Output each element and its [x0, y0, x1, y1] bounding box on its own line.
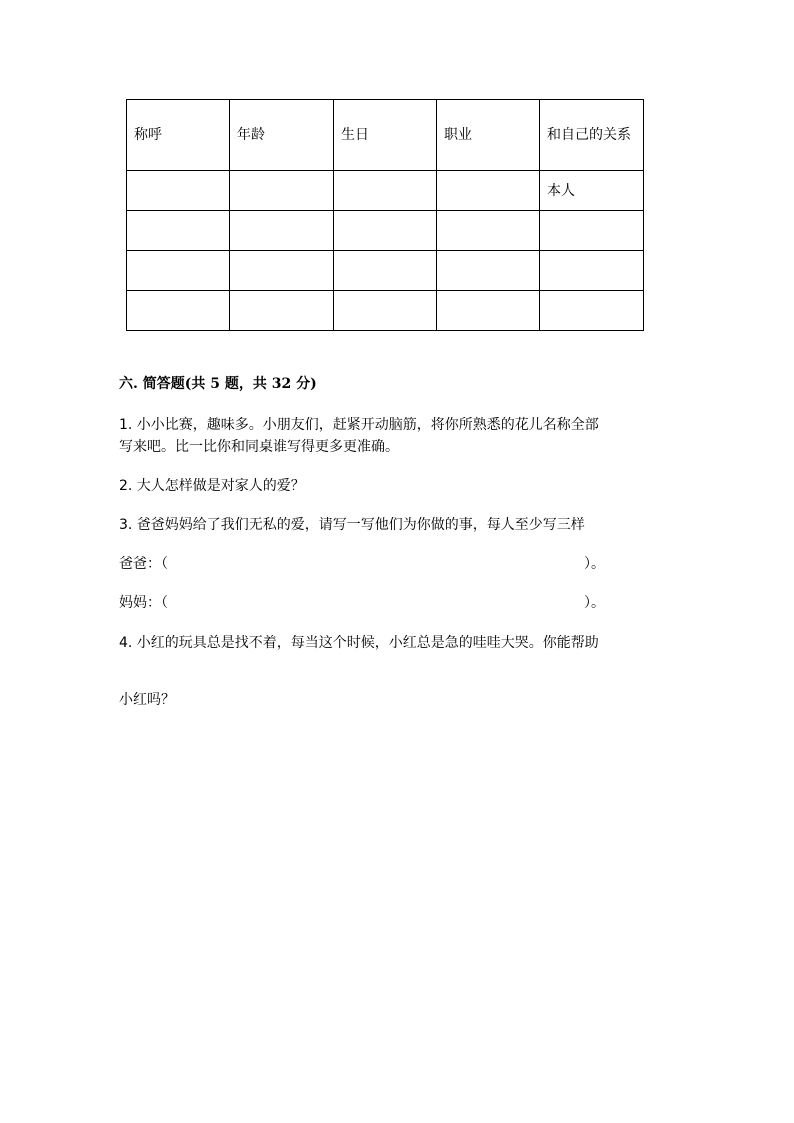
table-cell	[127, 211, 230, 251]
table-cell	[127, 251, 230, 291]
question-1-line-1: 1. 小小比赛，趣味多。小朋友们，赶紧开动脑筋，将你所熟悉的花儿名称全部	[119, 417, 599, 433]
table-cell	[127, 171, 230, 211]
table-cell	[230, 211, 334, 251]
header-age-cell: 年龄	[230, 100, 334, 171]
table-cell	[230, 291, 334, 331]
header-relationship-cell: 和自己的关系	[540, 100, 644, 171]
table-row	[127, 211, 644, 251]
question-3-mom-label: 妈妈：（	[119, 595, 168, 611]
header-birthday-cell: 生日	[334, 100, 437, 171]
section-title: 六. 简答题(共 5 题，共 32 分)	[119, 376, 317, 392]
table-cell	[334, 211, 437, 251]
table-cell	[540, 251, 644, 291]
table-row	[127, 291, 644, 331]
table-cell	[437, 171, 540, 211]
family-info-table	[126, 99, 644, 331]
table-cell	[334, 251, 437, 291]
table-cell	[127, 291, 230, 331]
table-header-row	[127, 100, 644, 171]
question-4-line-2: 小红吗？	[119, 692, 175, 708]
question-1-line-2: 写来吧。比一比你和同桌谁写得更多更准确。	[119, 439, 399, 455]
header-title-cell: 称呼	[127, 100, 230, 171]
question-3: 3. 爸爸妈妈给了我们无私的爱，请写一写他们为你做的事，每人至少写三样	[119, 517, 585, 533]
question-4-line-1: 4. 小红的玩具总是找不着，每当这个时候，小红总是急的哇哇大哭。你能帮助	[119, 635, 599, 651]
table-cell: 本人	[540, 171, 644, 211]
table-cell	[540, 291, 644, 331]
table-row	[127, 171, 644, 211]
table-cell	[334, 291, 437, 331]
table-cell	[437, 291, 540, 331]
question-3-dad-close: ）。	[584, 556, 605, 572]
header-occupation-cell: 职业	[437, 100, 540, 171]
table-cell	[437, 251, 540, 291]
table-cell	[334, 171, 437, 211]
table-cell	[230, 171, 334, 211]
table-cell	[437, 211, 540, 251]
table-cell	[230, 251, 334, 291]
table-cell	[540, 211, 644, 251]
table-row	[127, 251, 644, 291]
question-3-dad-label: 爸爸：（	[119, 556, 168, 572]
question-2: 2. 大人怎样做是对家人的爱？	[119, 478, 305, 494]
question-3-mom-close: ）。	[584, 595, 605, 611]
